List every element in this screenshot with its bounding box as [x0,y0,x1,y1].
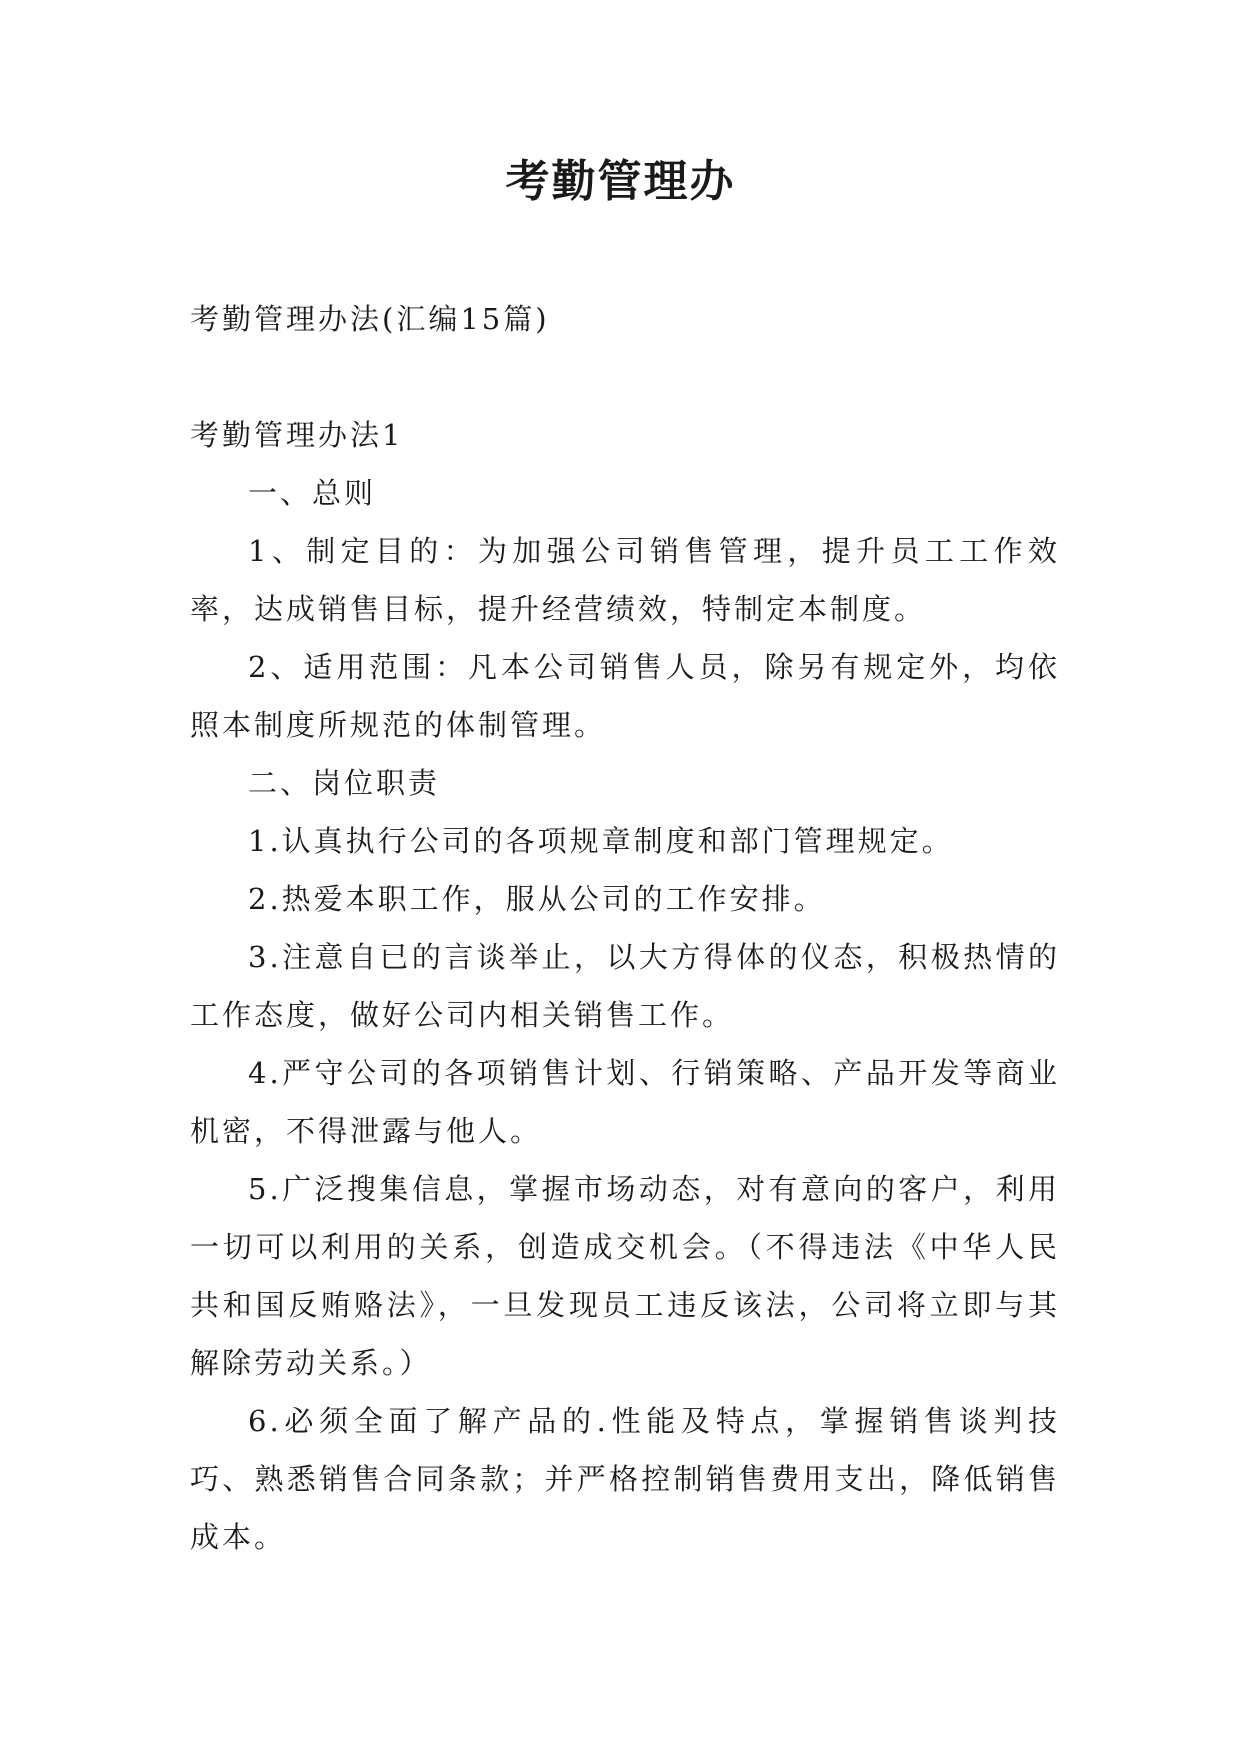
paragraph: 5.广泛搜集信息，掌握市场动态，对有意向的客户，利用一切可以利用的关系，创造成交机会。（不得违法《中华人民共和国反贿赂法》，一旦发现员工违反该法，公司将立即与其解除劳动关系。） [190,1172,1060,1380]
document-body [190,290,1060,1566]
paragraph: 4.严守公司的各项销售计划、行销策略、产品开发等商业机密，不得泄露与他人。 [190,1056,1060,1148]
section-title: 考勤管理办法1 [190,418,404,452]
paragraph: 1.认真执行公司的各项规章制度和部门管理规定。 [248,824,954,858]
paragraph: 二、岗位职责 [248,766,441,800]
paragraph: 6.必须全面了解产品的.性能及特点，掌握销售谈判技巧、熟悉销售合同条款；并严格控制销售费用支出，降低销售成本。 [190,1404,1060,1554]
paragraph: 一、总则 [248,476,377,510]
document-title: 考勤管理办 [505,156,736,207]
paragraph: 2、适用范围：凡本公司销售人员，除另有规定外，均依照本制度所规范的体制管理。 [190,650,1060,742]
paragraph: 3.注意自已的言谈举止，以大方得体的仪态，积极热情的工作态度，做好公司内相关销售工作。 [190,940,1060,1032]
document-subtitle: 考勤管理办法(汇编15篇) [190,302,550,336]
paragraph: 2.热爱本职工作，服从公司的工作安排。 [248,882,826,916]
paragraph: 1、制定目的：为加强公司销售管理，提升员工工作效率，达成销售目标，提升经营绩效，特制定本制度。 [190,534,1060,626]
